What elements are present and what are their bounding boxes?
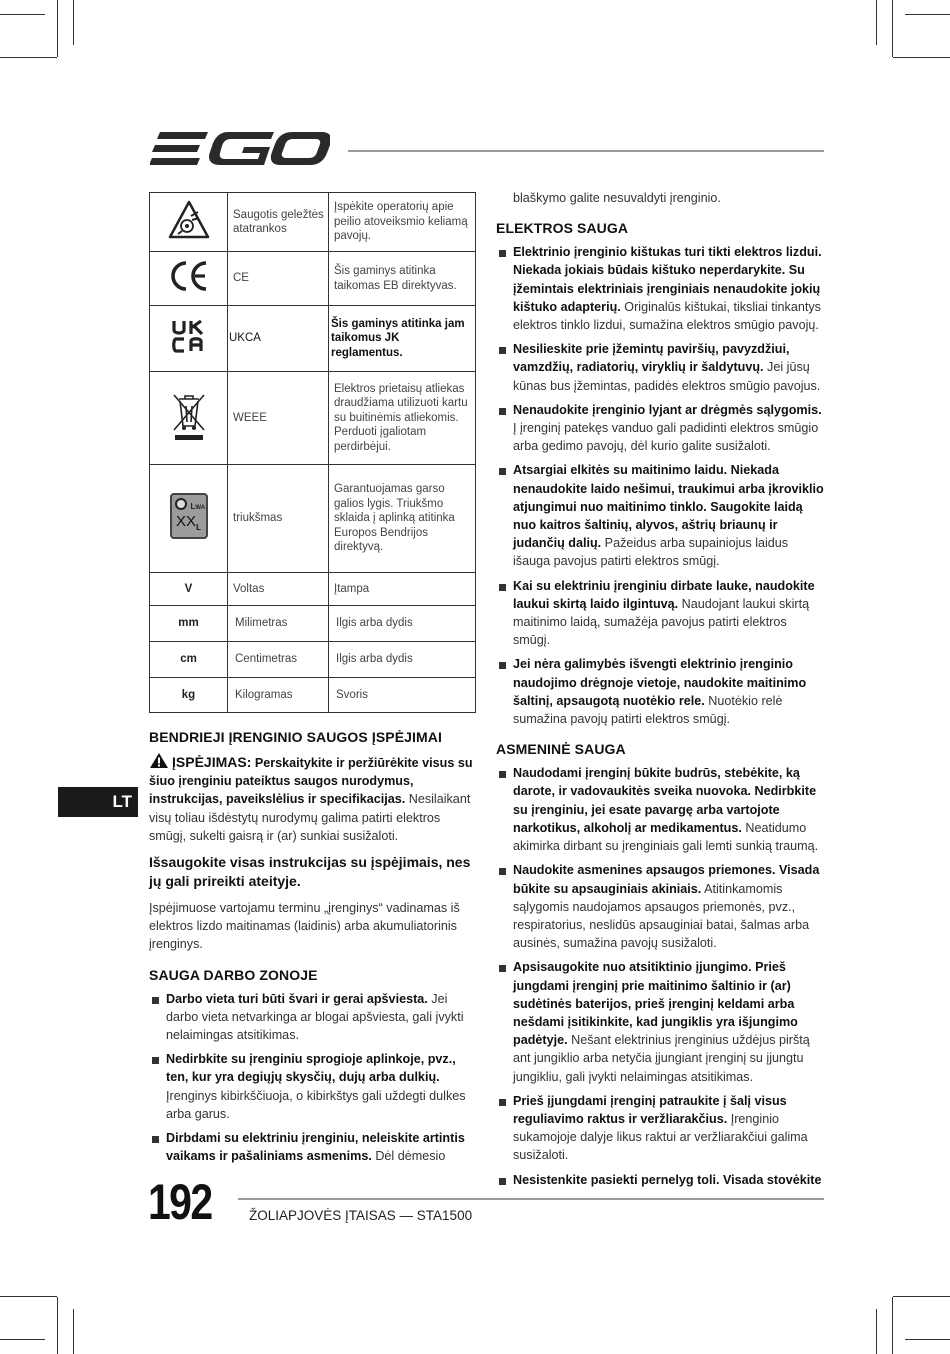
list-item: Nenaudokite įrenginio lyjant ar drėgmės sąlygomis. Į įrenginį patekęs vanduo gali padidinti elektros smūgio arba gedimo pavojų, dėl kurio galite susižaloti. [496,401,826,456]
list-item: Dirbdami su elektriniu įrenginiu, neleiskite artintis vaikams ir pašaliniams asmenims. Dėl dėmesio [149,1129,476,1165]
kickback-warning-icon [168,200,210,240]
symbol-name: WEEE [228,372,329,465]
crop-mark [893,1296,950,1297]
save-instructions: Išsaugokite visas instrukcijas su įspėjimais, nes jų gali prireikti ateityje. [149,854,471,890]
table-row [150,252,476,306]
general-warning-paragraph [149,752,476,845]
crop-mark [0,1339,45,1340]
personal-safety-list [496,764,826,1188]
crop-mark [57,1297,58,1354]
crop-mark [0,1296,57,1297]
warning-triangle-icon [149,752,169,769]
crop-mark [0,57,57,58]
footer-title: ŽOLIAPJOVĖS ĮTAISAS — STA1500 [249,1208,473,1223]
sound-level-value: XX [176,513,197,531]
table-row [150,306,476,372]
list-item: Elektrinio įrenginio kištukas turi tikti elektros lizdui. Niekada jokiais būdais kištuko neperdarykite. Su įžemintais elektriniais įrenginiais nenaudokite jokių kištuko adapterių. Originalūs kištukai, tiksliai tinkantys elektros tinklo lizdui, sumažina elektros smūgio pavojų. [496,243,826,334]
table-row [150,642,476,678]
crop-mark [905,1339,950,1340]
unit-name: Milimetras [228,606,329,642]
table-row [150,573,476,606]
list-item: Jei nėra galimybės išvengti elektrinio įrenginio naudojimo drėgnoje vietoje, naudokite maitinimo šaltinį, apsaugotą nuotėkio rele. Nuotėkio relė sumažina pavojų patirti elektros smūgį. [496,655,826,728]
footer-rule [238,1198,824,1200]
unit-description: Ilgis arba dydis [329,642,476,678]
warning-label: ĮSPĖJIMAS: [172,754,252,770]
ce-mark-icon [167,260,211,292]
general-warnings-heading: BENDRIEJI ĮRENGINIO SAUGOS ĮSPĖJIMAI [149,729,442,745]
crop-mark [892,1297,893,1354]
term-note: Įspėjimuose vartojamu terminu „įrenginys“ vadinamas iš elektros lizdo maitinamas (laidinis) arba akumuliatorinis įrenginys. [149,901,460,952]
work-area-list [149,990,476,1166]
electrical-safety-list [496,243,826,728]
symbol-name: triukšmas [228,465,329,573]
unit-name: Voltas [228,573,329,606]
symbol-cell [150,252,228,306]
crop-mark [876,0,877,45]
table-row [150,372,476,465]
crop-mark [0,14,45,15]
symbol-description: Garantuojamas garso galios lygis. Triukšmo sklaida į aplinką atitinka Europos Bendrijos direktyvą. [329,465,476,573]
continued-text: blaškymo galite nesuvaldyti įrenginio. [513,191,721,205]
list-item: Nedirbkite su įrenginiu sprogioje aplinkoje, pvz., ten, kur yra degiųjų skysčių, dujų arba dulkių. Įrenginys kibirkščiuoja, o kibirkštys gali uždegti dulkes arba garus. [149,1050,476,1123]
language-tab: LT [58,787,138,817]
crop-mark [876,1309,877,1354]
page-number: 192 [148,1174,212,1230]
work-area-heading: SAUGA DARBO ZONOJE [149,966,318,983]
unit-symbol: kg [150,678,228,713]
symbols-table [149,192,476,713]
unit-description: Ilgis arba dydis [329,606,476,642]
unit-symbol: V [150,573,228,606]
crop-mark [73,0,74,45]
crop-mark [892,0,893,57]
symbol-name: CE [228,252,329,306]
list-item: Naudokite asmenines apsaugos priemones. Visada būkite su apsauginiais akiniais. Atitinkamomis sąlygomis naudojamos apsaugos priemonės, pvz., respiratorius, neslidūs apsauginiai batai, šalmas arba ausinės, sumažina pavojų susižaloti. [496,861,826,952]
unit-description: Įtampa [329,573,476,606]
ego-logo [150,128,330,172]
left-column [149,728,476,1171]
symbol-cell [150,306,228,372]
list-item: Darbo vieta turi būti švari ir gerai apšviesta. Jei darbo vieta netvarkinga ar blogai apšviesta, gali įvykti nelaimingas atsitikimas. [149,990,476,1045]
symbol-cell [150,465,228,573]
list-item: Nesilieskite prie įžemintų paviršių, pavyzdžiui, vamzdžių, radiatorių, viryklių ir šaldytuvų. Jei jūsų kūnas bus įžemintas, padidės elektros smūgio pavojus. [496,340,826,395]
unit-name: Centimetras [228,642,329,678]
right-column [496,189,826,1195]
symbol-description: Elektros prietaisų atliekas draudžiama utilizuoti kartu su buitinėmis atliekomis. Perduoti įgaliotam perdirbėjui. [329,372,476,465]
symbol-cell [150,372,228,465]
header-rule [348,150,824,152]
symbol-description: Šis gaminys atitinka jam taikomus JK reglamentus. [329,306,476,372]
warning-bold-text: Perskaitykite ir peržiūrėkite visus su šiuo įrenginiu pateiktus saugos nurodymus, instrukcijas, paveikslėlius ir specifikacijas. [149,756,473,807]
unit-description: Svoris [329,678,476,713]
sound-power-icon: LWA $XX_L$ [170,493,208,539]
symbol-description: Įspėkite operatorių apie peilio atoveiksmio keliamą pavojų. [329,193,476,252]
symbol-name: UKCA [228,306,329,372]
electrical-safety-heading: ELEKTROS SAUGA [496,220,629,237]
table-row [150,678,476,713]
crop-mark [73,1309,74,1354]
crop-mark [57,0,58,57]
table-row [150,193,476,252]
list-item: Prieš įjungdami įrenginį patraukite į šalį visus reguliavimo raktus ir veržliarakčius. Įrenginio sukamojoje dalyje likus raktui ar veržliarakčiui galima susižaloti. [496,1092,826,1165]
unit-name: Kilogramas [228,678,329,713]
weee-crossed-bin-icon [171,390,207,442]
unit-symbol: cm [150,642,228,678]
list-item: Naudodami įrenginį būkite budrūs, stebėkite, ką darote, ir vadovaukitės sveika nuovoka. Nedirbkite su įrenginiu, jei esate pavargę arba vartojote narkotikus, alkoholį ar medikamentus. Neatidumo akimirka dirbant su įrenginiais gali lemti sunkią traumą. [496,764,826,855]
table-row [150,465,476,573]
symbol-cell [150,193,228,252]
sound-level-unit: L [196,523,201,533]
symbol-description: Šis gaminys atitinka taikomas EB direktyvas. [329,252,476,306]
symbol-name: Saugotis geležtės atatrankos [228,193,329,252]
table-row [150,606,476,642]
list-item: Nesistenkite pasiekti pernelyg toli. Visada stovėkite [496,1171,826,1189]
ukca-mark-icon [171,319,207,353]
crop-mark [893,57,950,58]
list-item: Atsargiai elkitės su maitinimo laidu. Niekada nenaudokite laido nešimui, traukimui arba įkroviklio atjungimui nuo maitinimo tinklo. Saugokite laidą nuo kaitros šaltinių, alyvos, aštrių briaunų ir judančių dalių. Pažeidus arba supainiojus laidus išauga pavojus patirti elektros smūgį. [496,461,826,570]
warning-text: Nesilaikant visų toliau išdėstytų nurodymų galima patirti elektros smūgį, sukelti gaisrą ir (ar) sunkiai susižaloti. [149,792,471,843]
list-item: Apsisaugokite nuo atsitiktinio įjungimo. Prieš jungdami įrenginį prie maitinimo šaltinio ir (ar) sudėtinės baterijos, prieš įrenginį keldami arba nešdami įsitikinkite, kad jungiklis yra išjungimo padėtyje. Nešant elektrinius įrenginius uždėjus pirštą ant jungiklio arba netyčia įjungiant įrenginį su įjungtu jungikliu, gali įvykti nelaimingas atsitikimas. [496,958,826,1085]
unit-symbol: mm [150,606,228,642]
personal-safety-heading: ASMENINĖ SAUGA [496,741,626,758]
crop-mark [905,14,950,15]
list-item: Kai su elektriniu įrenginiu dirbate lauke, naudokite laukui skirtą laido ilgintuvą. Naudojant laukui skirtą maitinimo laidą, sumažėja pavojus patirti elektros smūgį. [496,577,826,650]
